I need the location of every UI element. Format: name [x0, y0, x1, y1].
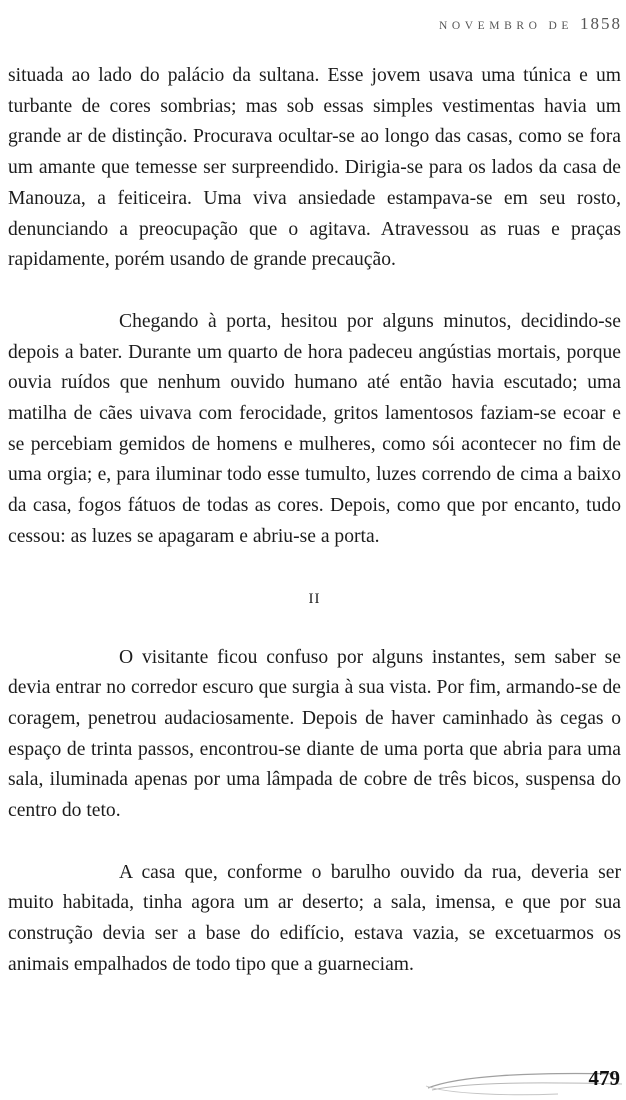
running-head-year: 1858 [580, 14, 622, 33]
page-body [8, 61, 621, 981]
running-head [439, 14, 622, 34]
running-head-preposition: DE [548, 20, 574, 32]
paragraph-continuation: situada ao lado do palácio da sultana. Esse jovem usava uma túnica e um turbante de cores sombrias; mas sob essas simples vestimentas havia um grande ar de distinção. Procurava ocultar-se ao longo das casas, como se fora um amante que temesse ser surpreendido. Dirigia-se para os lados da casa de Manouza, a feiticeira. Uma viva ansiedade estampava-se em seu rosto, denunciando a preocupação que o agitava. Atravessou as ruas e praças rapidamente, porém usando de grande precaução. [8, 65, 621, 271]
paragraph-visitor: O visitante ficou confuso por alguns instantes, sem saber se devia entrar no corredor escuro que surgia à sua vista. Por fim, armando-se de coragem, penetrou audaciosamente. Depois de haver caminhado às cegas o espaço de trinta passos, encontrou-se diante de uma porta que abria para uma sala, iluminada apenas por uma lâmpada de cobre de três bicos, suspensa do centro do teto. [8, 646, 621, 822]
section-heading: II [308, 590, 321, 607]
running-head-month: NOVEMBRO [438, 20, 542, 32]
paragraph-door: Chegando à porta, hesitou por alguns minutos, decidindo-se depois a bater. Durante um quarto de hora padeceu angústias mortais, porque ouvia ruídos que nenhum ouvido humano até então havia escutado; uma matilha de cães uivava com ferocidade, gritos lamentosos faziam-se ecoar e se percebiam gemidos de homens e mulheres, como sói acontecer no fim de uma orgia; e, para iluminar todo esse tumulto, luzes correndo de cima a baixo da casa, fogos fátuos de todas as cores. Depois, como que por encanto, tudo cessou: as luzes se apagaram e abriu-se a porta. [8, 310, 621, 547]
paragraph-house: A casa que, conforme o barulho ouvido da rua, deveria ser muito habitada, tinha agora um ar deserto; a sala, imensa, e que por sua construção devia ser a base do edifício, estava vazia, se excetuarmos os animais empalhados de todo tipo que a guarneciam. [8, 861, 621, 975]
page-number: 479 [588, 1066, 620, 1090]
